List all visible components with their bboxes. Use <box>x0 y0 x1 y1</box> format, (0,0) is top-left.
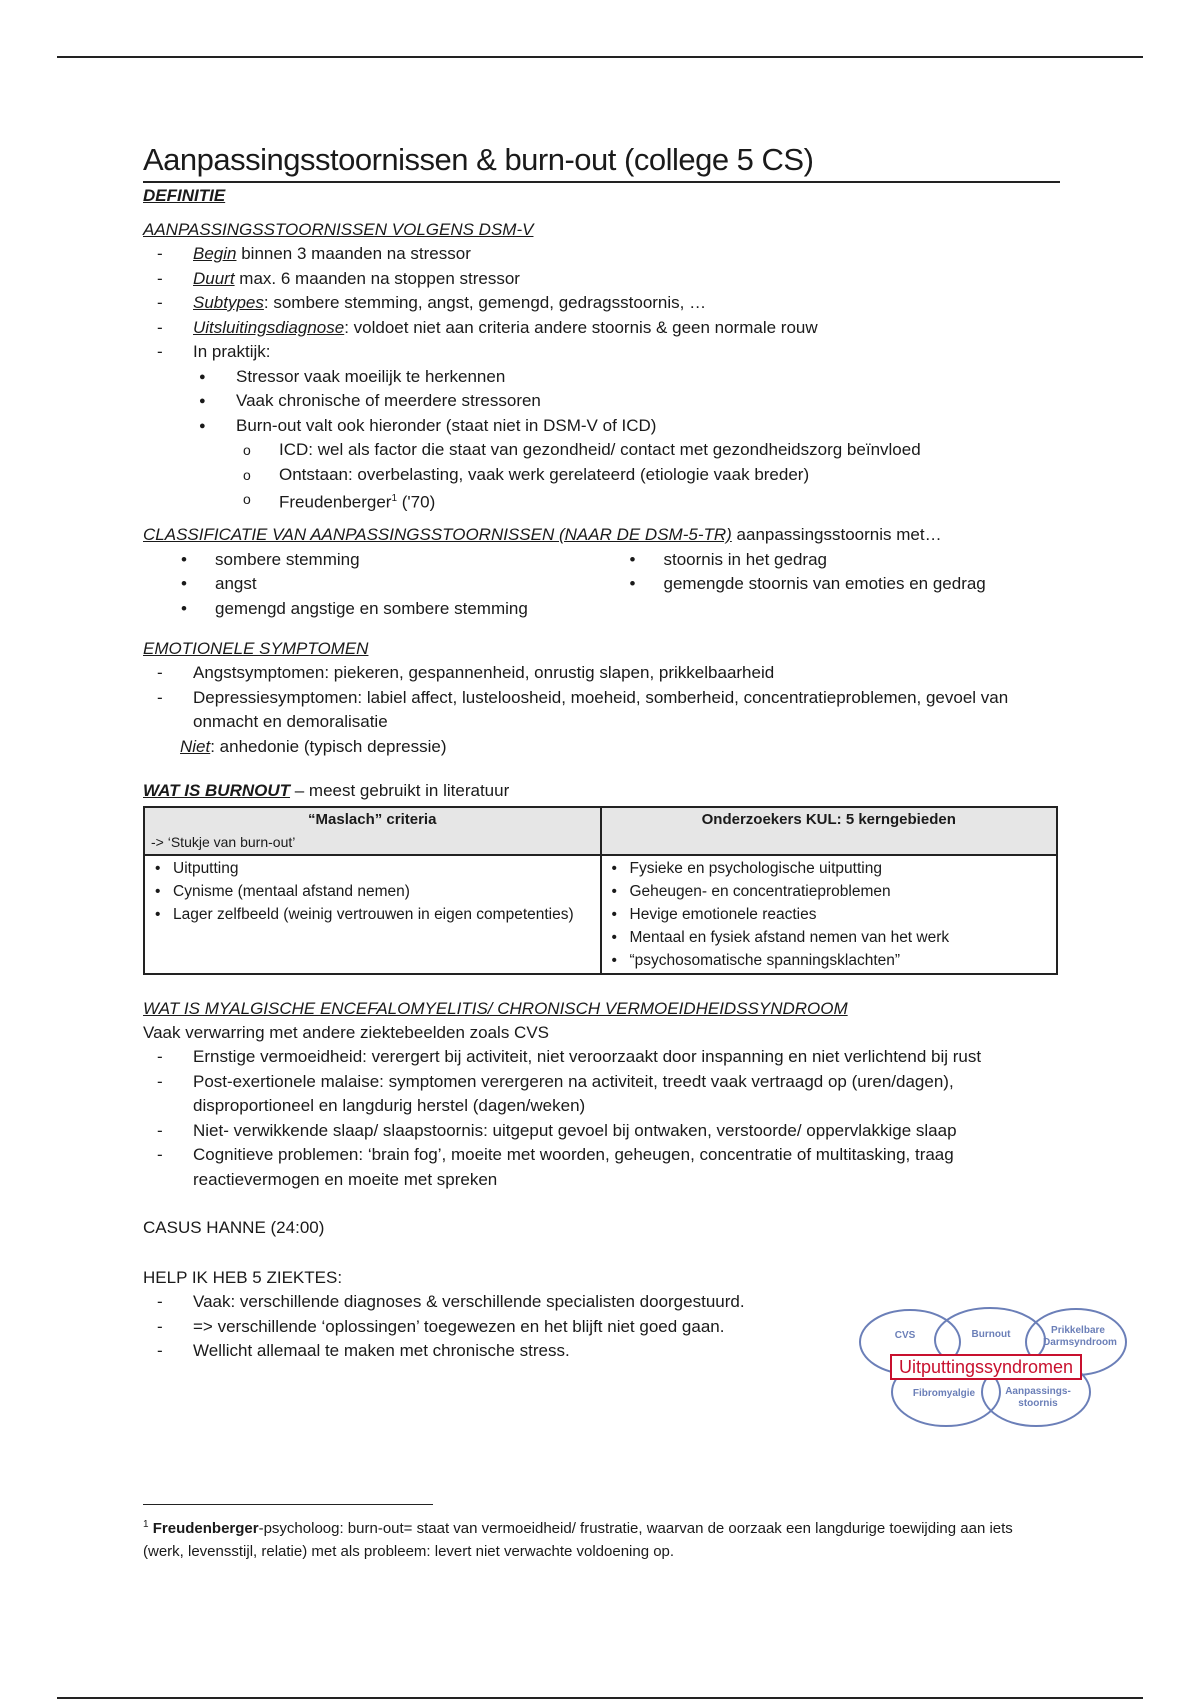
list-item: • Hevige emotionele reacties <box>608 903 1051 926</box>
emotioneel-list <box>143 661 1060 735</box>
table-cell <box>601 855 1058 974</box>
list-item: • Uitputting <box>151 857 594 880</box>
list-item: o Ontstaan: overbelasting, vaak werk gerelateerd (etiologie vaak breder) <box>143 463 1060 488</box>
document-body <box>143 140 1060 1364</box>
niet-line: Niet: anhedonie (typisch depressie) <box>180 736 447 756</box>
list-item: - Vaak: verschillende diagnoses & verschillende specialisten doorgestuurd. <box>143 1290 1060 1315</box>
venn-center-label: Uitputtingssyndromen <box>898 1357 1074 1377</box>
list-item: - Angstsymptomen: piekeren, gespannenheid, onrustig slapen, prikkelbaarheid <box>143 661 1060 686</box>
list-item: - Depressiesymptomen: labiel affect, lusteloosheid, moeheid, somberheid, concentratieproblemen, gevoel van onmacht en demoralisatie <box>143 686 1060 735</box>
venn-label-fibro: Fibromyalgie <box>912 1388 976 1399</box>
list-item: - Uitsluitingsdiagnose: voldoet niet aan criteria andere stoornis & geen normale rouw <box>143 316 1060 341</box>
list-item: - In praktijk: <box>143 340 1060 365</box>
list-item: - Wellicht allemaal te maken met chronische stress. <box>143 1339 1060 1364</box>
list-item: - Duurt max. 6 maanden na stoppen stressor <box>143 267 1060 292</box>
classificatie-columns <box>143 548 1060 622</box>
list-item: • Cynisme (mentaal afstand nemen) <box>151 880 594 903</box>
burnout-table <box>143 806 1058 975</box>
venn-label-pds2: Darmsyndroom <box>1043 1337 1117 1348</box>
table-cell <box>144 855 601 974</box>
praktijk-list <box>143 365 1060 439</box>
section-burnout: WAT IS BURNOUT – meest gebruikt in literatuur <box>143 781 510 801</box>
table-header: “Maslach” criteria -> ‘Stukje van burn-out’ <box>144 807 601 855</box>
list-item: o ICD: wel als factor die staat van gezondheid/ contact met gezondheidszorg beïnvloed <box>143 438 1060 463</box>
page-title: Aanpassingsstoornissen & burn-out (college 5 CS) <box>143 140 1060 183</box>
list-item: • gemengd angstige en sombere stemming <box>143 597 612 622</box>
section-classificatie: CLASSIFICATIE VAN AANPASSINGSSTOORNISSEN (NAAR DE DSM-5-TR) aanpassingsstoornis met… <box>143 525 942 545</box>
venn-label-burnout: Burnout <box>971 1329 1011 1340</box>
section-definitie: DEFINITIE <box>143 186 226 205</box>
list-item: • Mentaal en fysiek afstand nemen van het werk <box>608 926 1051 949</box>
list-item: - Niet- verwikkende slaap/ slaapstoornis: uitgeput gevoel bij ontwaken, verstoorde/ oppervlakkige slaap <box>143 1119 1060 1144</box>
casus-heading: CASUS HANNE (24:00) <box>143 1218 325 1238</box>
venn-label-cvs: CVS <box>894 1330 916 1341</box>
burnout-sub-list <box>143 438 1060 515</box>
footnote-ref[interactable]: 1 <box>391 493 398 504</box>
section-me-heading: WAT IS MYALGISCHE ENCEFALOMYELITIS/ CHRONISCH VERMOEIDHEIDSSYNDROOM <box>143 998 848 1018</box>
list-item: ● Vaak chronische of meerdere stressoren <box>143 389 1060 414</box>
list-item: o Freudenberger$^1$ ('70) <box>143 487 1060 515</box>
list-item: ● Stressor vaak moeilijk te herkennen <box>143 365 1060 390</box>
list-item: • Fysieke en psychologische uitputting <box>608 857 1051 880</box>
list-item: - Begin binnen 3 maanden na stressor <box>143 242 1060 267</box>
list-item: - Subtypes: sombere stemming, angst, gemengd, gedragsstoornis, … <box>143 291 1060 316</box>
bottom-rule <box>57 1697 1143 1699</box>
list-item: • “psychosomatische spanningsklachten” <box>608 949 1051 972</box>
uitputtingssyndromen-diagram <box>858 1306 1128 1430</box>
me-intro: Vaak verwarring met andere ziektebeelden zoals CVS <box>143 1022 550 1042</box>
list-item: • Geheugen- en concentratieproblemen <box>608 880 1051 903</box>
venn-label-pds1: Prikkelbare <box>1051 1325 1105 1336</box>
table-header: Onderzoekers KUL: 5 kerngebieden <box>601 807 1058 855</box>
section-emotioneel-heading: EMOTIONELE SYMPTOMEN <box>143 639 369 659</box>
section-dsm-heading: AANPASSINGSSTOORNISSEN VOLGENS DSM-V <box>143 220 534 239</box>
me-list <box>143 1045 1060 1192</box>
list-item: ● Burn-out valt ook hieronder (staat niet in DSM-V of ICD) <box>143 414 1060 439</box>
list-item: • sombere stemming <box>143 548 612 573</box>
list-item: • Lager zelfbeeld (weinig vertrouwen in eigen competenties) <box>151 903 594 926</box>
venn-label-aanp2: stoornis <box>1018 1398 1058 1409</box>
top-rule <box>57 56 1143 58</box>
footnote: $^1$ Freudenberger-psycholoog: burn-out= staat van vermoeidheid/ frustratie, waarvan de oorzaak een langdurige toewijding aan iets (werk, levensstijl, relatie) met als probleem: levert niet verwachte voldoening op. <box>143 1519 1013 1560</box>
help-heading: HELP IK HEB 5 ZIEKTES: <box>143 1267 343 1287</box>
classificatie-left <box>143 548 612 622</box>
list-item: - Ernstige vermoeidheid: verergert bij activiteit, niet veroorzaakt door inspanning en niet verlichtend bij rust <box>143 1045 1060 1070</box>
list-item: • gemengde stoornis van emoties en gedrag <box>592 572 1061 597</box>
list-item: - Post-exertionele malaise: symptomen verergeren na activiteit, treedt vaak vertraagd op (uren/dagen), disproportioneel en langdurig herstel (dagen/weken) <box>143 1070 1060 1119</box>
list-item: • stoornis in het gedrag <box>592 548 1061 573</box>
venn-label-aanp1: Aanpassings- <box>1005 1386 1071 1397</box>
footnote-rule <box>143 1504 433 1505</box>
list-item: - Cognitieve problemen: ‘brain fog’, moeite met woorden, geheugen, concentratie of multitasking, traag reactievermogen en moeite met spreken <box>143 1143 1060 1192</box>
classificatie-right <box>592 548 1061 622</box>
list-item: - => verschillende ‘oplossingen’ toegewezen en het blijft niet goed gaan. <box>143 1315 1060 1340</box>
dsm-list <box>143 242 1060 365</box>
list-item: • angst <box>143 572 612 597</box>
